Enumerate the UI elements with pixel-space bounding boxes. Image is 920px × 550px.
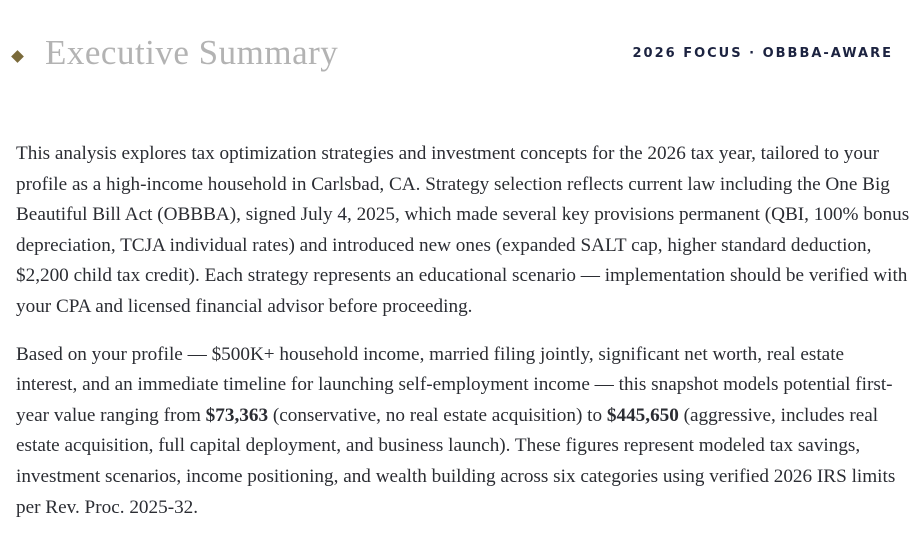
low-value-figure: $73,363 bbox=[205, 404, 269, 426]
summary-paragraph-1: This analysis explores tax optimization strategies and investment concepts for the 2026 tax year, tailored to your profile as a high-income household in Carlsbad, CA. Strategy selection reflects current law including the One Big Beautiful Bill Act (OBBBA), signed July 4, 2025, which made several key provisions permanent (QBI, 100% bonus depreciation, TCJA individual rates) and introduced new ones (expanded SALT cap, higher standard deduction, $2,200 child tax credit). Each strategy represents an educational scenario — implementation should be verified with your CPA and licensed financial advisor before proceeding. bbox=[16, 143, 910, 317]
high-value-figure: $445,650 bbox=[606, 404, 679, 426]
diamond-icon bbox=[11, 50, 24, 63]
page-title: Executive Summary bbox=[45, 33, 339, 72]
paragraph-2-text-1: Based on your profile — $500K+ household income, married filing jointly, significant net worth, real estate interest, and an immediate timeline for launching self-employment income — this snapshot models potential first-year value ranging from bbox=[16, 343, 893, 426]
summary-body bbox=[16, 139, 910, 523]
summary-header bbox=[0, 0, 920, 100]
summary-paragraph-2 bbox=[16, 340, 910, 524]
focus-tag: 2026 FOCUS · OBBBA-AWARE bbox=[632, 46, 893, 61]
paragraph-2-text-2: (conservative, no real estate acquisition) to bbox=[268, 404, 607, 426]
paragraph-2-text-3: (aggressive, includes real estate acquisition, full capital deployment, and business launch). These figures represent modeled tax savings, investment scenarios, income positioning, and wealth building across six categories using verified 2026 IRS limits per Rev. Proc. 2025-32. bbox=[16, 404, 896, 518]
